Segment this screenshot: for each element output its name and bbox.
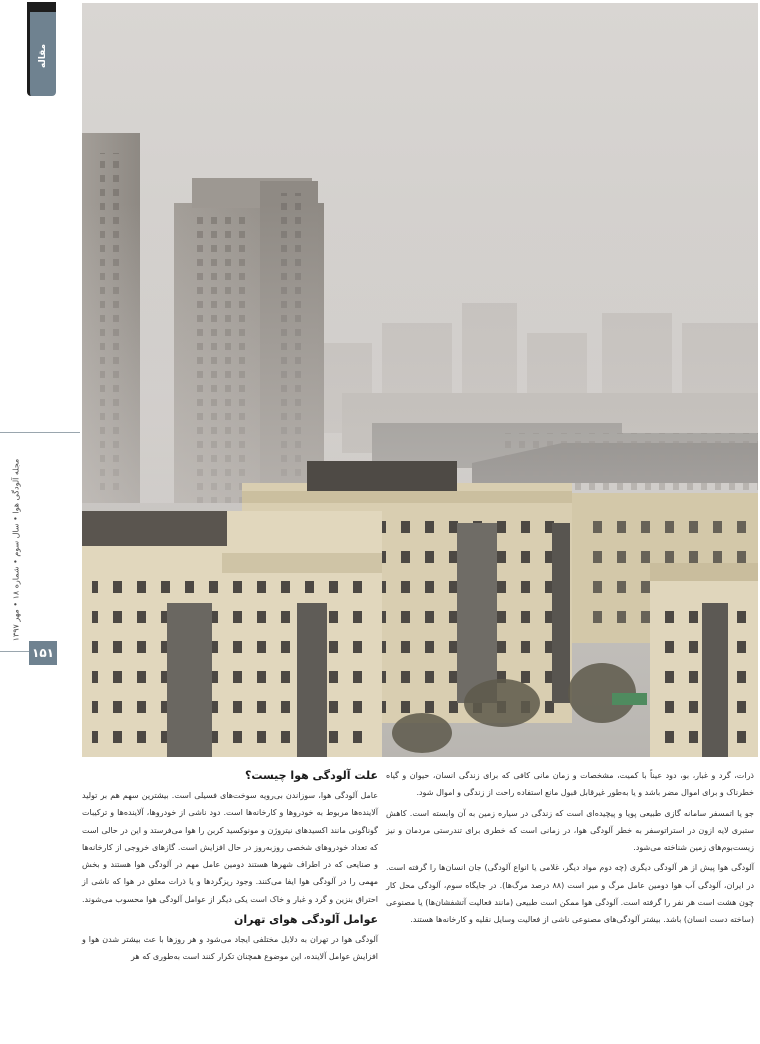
paragraph: عامل آلودگی هوا، سوزاندن بی‌رویه سوخت‌های فسیلی است. بیشترین سهم هم بر تولید آلاینده‌ها مربوط به خودروها و کارخانه‌ها است. دود ناشی از خودروها، آلاینده‌ها و ترکیبات گوناگونی مانند اکسیدهای نیتروژن و مونوکسید کربن را هوا می‌فرستد و این در حالی است که تعداد خودروهای شخصی روزبه‌روز در حال افزایش است. گازهای خروجی از کارخانه‌ها و صنایعی که در اطراف شهرها هستند دومین عامل مهم در آلودگی هوا هستند و بخش مهمی را در آلودگی هوا ایفا می‌کنند. وجود ریزگردها و یا ذرات معلق در هوا که ناشی از احتراق بنزین و گرد و غبار و خاک است یکی دیگر از عوامل آلودگی هوا محسوب می‌شوند. (82, 791, 378, 904)
margin-rule-bottom (0, 651, 30, 652)
section-tab (27, 2, 56, 96)
paragraph: ذرات، گرد و غبار، بو، دود عیناً با کمیت، مشخصات و زمان مانی کافی که برای زندگی انسان، حیوان و گیاه خطرناک و برای اموال مضر باشد و یا به‌طور غیرقابل قبول مانع استفاده راحت از زندگی و اموال شود. (386, 771, 754, 798)
page-number: ۱۵۱ (29, 641, 57, 665)
section-tab-label: مقاله (38, 43, 48, 68)
right-text-column (386, 767, 754, 932)
smog-city-photo (82, 3, 758, 757)
paragraph: آلودگی هوا در تهران به دلایل مختلفی ایجاد می‌شود و هر روزها با عث بیشتر شدن هوا و افزایش عوامل آلاینده، این موضوع همچنان تکرار کنند است به‌طوری که هر (82, 935, 378, 962)
running-head-text: مجله آلودگی هوا • سال سوم • شماره ۱۸ • مهر ۱۳۹۷ (11, 458, 21, 642)
margin-rule-top (0, 432, 80, 433)
paragraph: جو یا اتمسفر سامانه گازی طبیعی پویا و پیچیده‌ای است که زندگی در سیاره زمین به آن وابسته است. کاهش ستبری لایه ازون در استراتوسفر به خطر آلودگی هوا، در زمانی است که خطری برای تندرستی مردمان و نیز زیست‌بوم‌های زمین شناخته می‌شود. (386, 808, 754, 853)
left-text-column (82, 767, 378, 969)
running-head (9, 440, 23, 660)
section-heading: علت آلودگی هوا چیست؟ (244, 769, 378, 782)
paragraph: آلودگی هوا پیش از هر آلودگی دیگری (چه دوم مواد دیگر، غلامی یا انواع آلودگی) جان انسان‌ها را گرفته است. در ایران، آلودگی آب هوا دومین عامل مرگ و میر است (۸۸ درصد مرگ‌ها). در جایگاه سوم، آلودگی محل کار چون هشت است هر نفر را گرفته است. آلودگی هوا ممکن است طبیعی (مانند فعالیت آتشفشان‌ها) یا مصنوعی (ساخته دست انسان) باشد. بیشتر آلودگی‌های مصنوعی ناشی از فعالیت وسایل نقلیه و کارخانه‌ها هستند. (386, 863, 755, 925)
section-heading: عوامل آلودگی هوای تهران (233, 913, 378, 927)
